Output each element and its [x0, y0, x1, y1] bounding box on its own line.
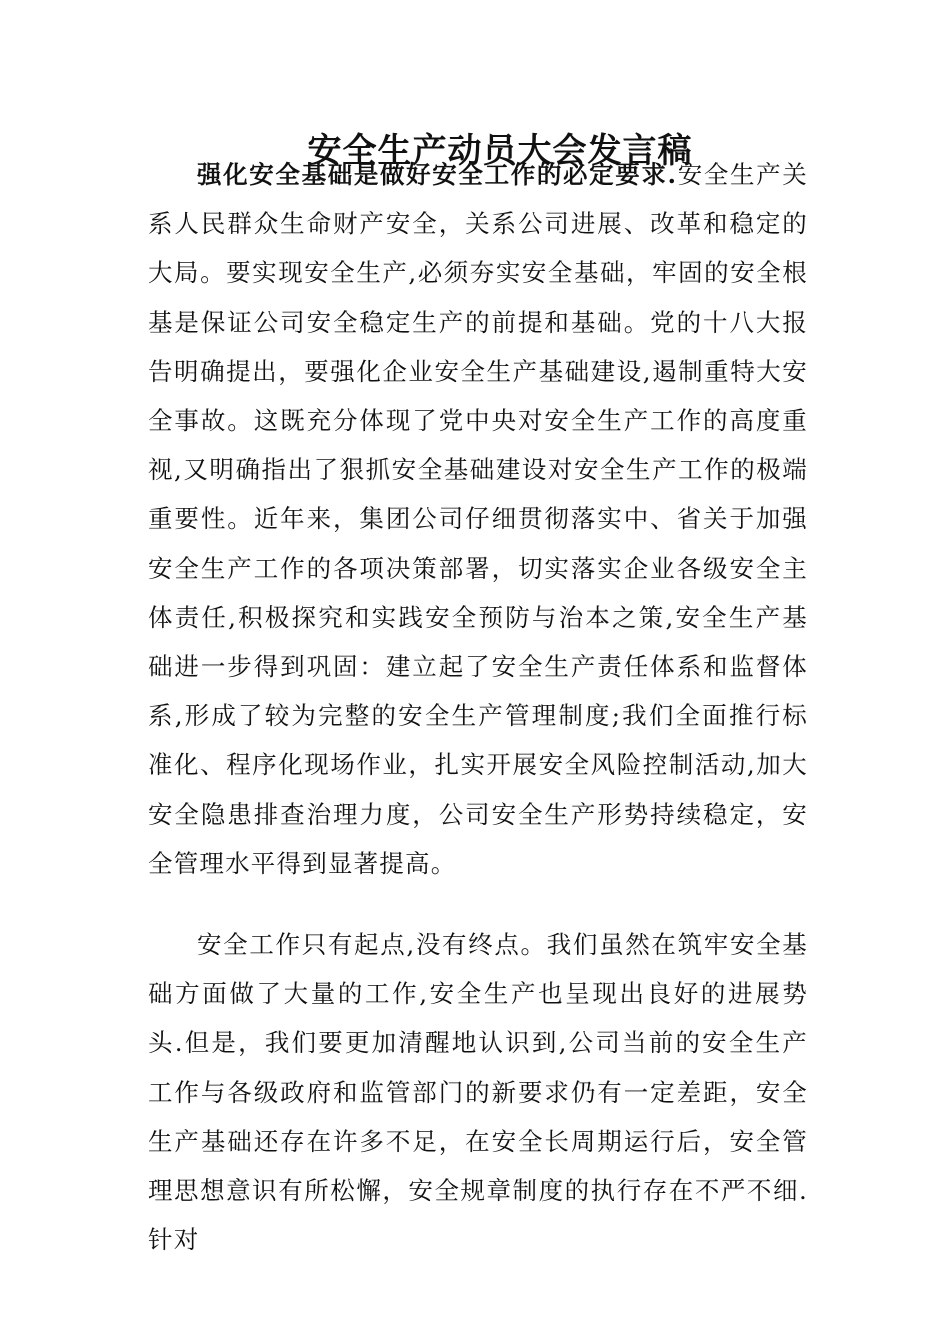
paragraph-1-lead: 强化安全基础是做好安全工作的必定要求.: [197, 160, 678, 189]
paragraph-1-text: 安全生产关系人民群众生命财产安全，关系公司进展、改革和稳定的大局。要实现安全生产,必须夯实安全基础，牢固的安全根基是保证公司安全稳定生产的前提和基础。党的十八大报告明确提出，要强化企业安全生产基础建设,遏制重特大安全事故。这既充分体现了党中央对安全生产工作的高度重视,又明确指出了狠抓安全基础建设对安全生产工作的极端重要性。近年来，集团公司仔细贯彻落实中、省关于加强安全生产工作的各项决策部署，切实落实企业各级安全主体责任,积极探究和实践安全预防与治本之策,安全生产基础进一步得到巩固：建立起了安全生产责任体系和监督体系,形成了较为完整的安全生产管理制度;我们全面推行标准化、程序化现场作业，扎实开展安全风险控制活动,加大安全隐患排查治理力度，公司安全生产形势持续稳定，安全管理水平得到显著提高。: [148, 160, 809, 878]
document-title: 安全生产动员大会发言稿: [307, 131, 693, 171]
paragraph-2: [148, 920, 808, 1264]
paragraph-1: [148, 150, 808, 888]
paragraph-2-text: 安全工作只有起点,没有终点。我们虽然在筑牢安全基础方面做了大量的工作,安全生产也呈现出良好的进展势头.但是，我们要更加清醒地认识到,公司当前的安全生产工作与各级政府和监管部门的新要求仍有一定差距，安全生产基础还存在许多不足，在安全长周期运行后，安全管理思想意识有所松懈，安全规章制度的执行存在不严不细.针对: [148, 930, 808, 1255]
